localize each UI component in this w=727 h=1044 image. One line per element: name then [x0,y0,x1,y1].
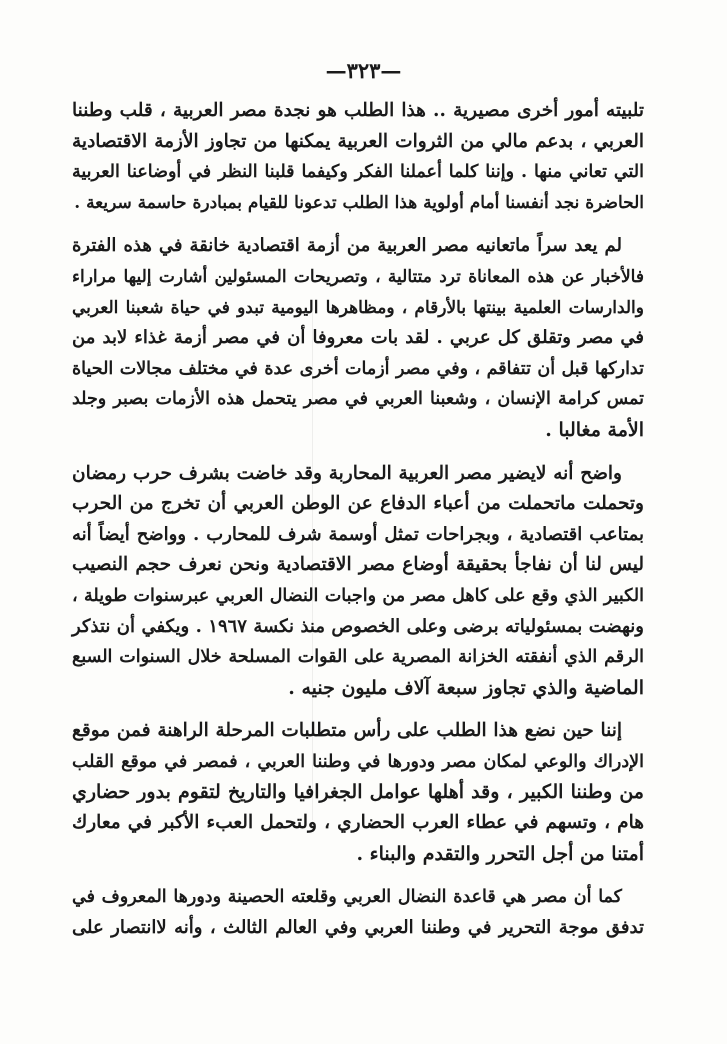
text-line: واضح أنه لايضير مصر العربية المحاربة وقد خاضت بشرف حرب رمضان [72,462,622,484]
text-line: الماضية والذي تجاوز سبعة آلاف مليون جنيه . [288,676,644,699]
text-line: من وطننا الكبير ، وقد أهلها عوامل الجغرافيا والتاريخ لتقوم بدور حضاري [72,781,644,804]
body-text [72,96,644,943]
paragraph-2 [72,231,644,445]
text-line: ليس لنا أن نفاجأ بحقيقة أوضاع مصر الاقتصادية ونحن نعرف حجم النصيب [72,554,644,576]
text-line: العربي ، بدعم مالي من الثروات العربية يمكنها من تجاوز الأزمة الاقتصادية [72,130,644,152]
paragraph-3 [72,459,644,704]
text-line: أمتنا من أجل التحرر والتقدم والبناء . [356,842,644,865]
text-line: والدارسات العلمية بينتها بالأرقام ، ومظاهرها اليومية تبدو في حياة شعبنا العربي [72,297,644,318]
page-number: —٣٢٣— [325,58,402,83]
text-line: إننا حين نضع هذا الطلب على رأس متطلبات المرحلة الراهنة فمن موقع [72,720,622,742]
text-line: الكبير الذي وقع على كاهل مصر من واجبات النضال العربي عبرسنوات طويلة ، [72,585,644,606]
text-line: ونهضت بمسئولياته برضى وعلى الخصوص منذ نكسة ١٩٦٧ . ويكفي أن نتذكر [72,615,644,637]
text-line: هام ، وتسهم في عطاء العرب الحضاري ، ولتحمل العبء الأكبر في معارك [72,812,644,834]
text-line: تدفق موجة التحرير في وطننا العربي وفي العالم الثالث ، وأنه لاانتصار على [72,916,644,938]
text-line: بمتاعب اقتصادية ، وبجراحات تمثل أوسمة شرف للمحارب . وواضح أيضاً أنه [72,523,644,545]
text-line: تمس كرامة الإنسان ، وشعبنا العربي في مصر يتحمل هذه الأزمات بصبر وجلد [72,389,644,410]
text-line: كما أن مصر هي قاعدة النضال العربي وقلعته الحصينة ودورها المعروف في [72,887,622,908]
paragraph-4 [72,716,644,869]
text-line: تداركها قبل أن تتفاقم ، وفي مصر أزمات أخرى عدة في مختلف مجالات الحياة [72,358,644,379]
text-line: لم يعد سراً ماتعانيه مصر العربية من أزمة اقتصادية خانقة في هذه الفترة [72,235,622,257]
text-line: وتحملت ماتحملت من أعباء الدفاع عن الوطن العربي أن تخرج من الحرب [72,493,644,515]
text-line: فالأخبار عن هذه المعاناة ترد متتالية ، وتصريحات المسئولين أشارت إليها مراراء [72,266,644,287]
text-line: تلبيته أمور أخرى مصيرية .. هذا الطلب هو نجدة مصر العربية ، قلب وطننا [72,100,644,121]
text-line: التي تعاني منها . وإننا كلما أعملنا الفكر وكيفما قلبنا النظر في أوضاعنا العربية [72,162,644,183]
paragraph-1 [72,96,644,218]
text-line: في مصر وتقلق كل عربي . لقد بات معروفا أن في مصر أزمة غذاء لابد من [72,327,644,349]
paragraph-5 [72,882,644,943]
text-line: الأمة مغالبا . [545,418,644,441]
text-line: الرقم الذي أنفقته الخزانة المصرية على القوات المسلحة خلال السنوات السبع [72,647,644,668]
text-line: الإدراك والوعي لمكان مصر ودورها في وطننا العربي ، فمصر في موقع القلب [72,751,644,772]
text-line: الحاضرة نجد أنفسنا أمام أولوية هذا الطلب تدعونا للقيام بمبادرة حاسمة سريعة . [74,192,644,213]
